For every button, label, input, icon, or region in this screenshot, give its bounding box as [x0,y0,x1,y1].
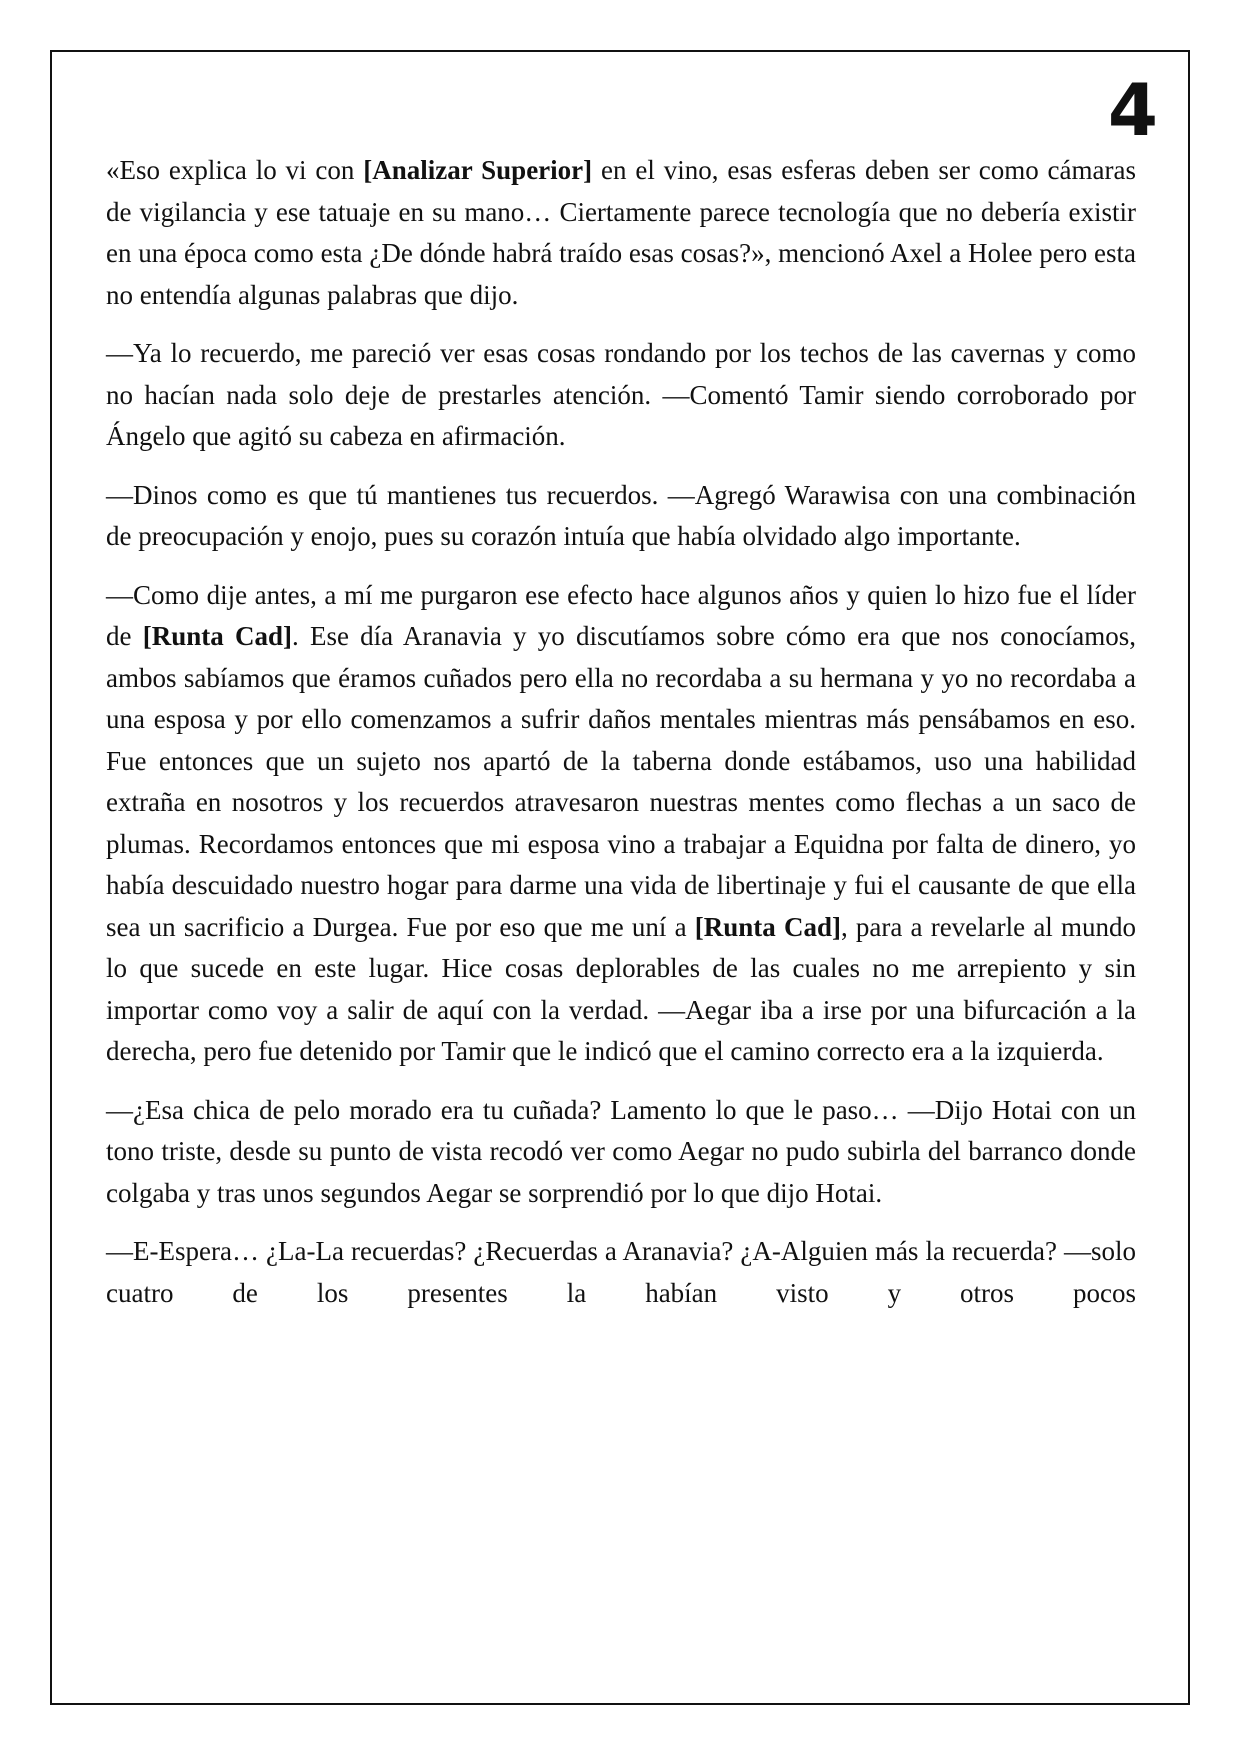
organization-term: [Runta Cad] [142,621,292,651]
paragraph-4 [106,575,1136,1073]
page-number: 4 [1107,68,1158,152]
text-run: —E-Espera… ¿La-La recuerdas? ¿Recuerdas a Aranavia? ¿A-Alguien más la recuerda? —solo cuatro de los presentes la habían visto y otros pocos [106,1236,1136,1308]
paragraph-3 [106,475,1136,558]
text-run: —Dinos como es que tú mantienes tus recuerdos. —Agregó Warawisa con una combinación de preocupación y enojo, pues su corazón intuía que había olvidado algo importante. [106,479,1136,551]
text-run: —Ya lo recuerdo, me pareció ver esas cosas rondando por los techos de las cavernas y como no hacían nada solo deje de prestarles atención. —Comentó Tamir siendo corroborado por Ángelo que agitó su cabeza en afirmación. [106,338,1136,451]
organization-term: [Runta Cad] [694,911,841,942]
text-run: —Como dije antes, a mí me purgaron ese efecto hace algunos años y quien lo hizo fue el líder de [106,579,1136,651]
paragraph-6 [106,1231,1136,1314]
text-run: —¿Esa chica de pelo morado era tu cuñada? Lamento lo que le paso… —Dijo Hotai con un tono triste, desde su punto de vista recodó ver como Aegar no pudo subirla del barranco donde colgaba y tras unos segundos Aegar se sorprendió por lo que dijo Hotai. [106,1094,1136,1208]
page-frame [50,50,1190,1705]
text-run: , para a revelarle al mundo lo que sucede en este lugar. Hice cosas deplorables de las cuales no me arrepiento y sin importar como voy a salir de aquí con la verdad. —Aegar iba a irse por una bifurcación a la derecha, pero fue detenido por Tamir que le indicó que el camino correcto era a la izquierda. [106,911,1136,1066]
skill-term: [Analizar Superior] [363,155,593,185]
paragraph-2 [106,333,1136,458]
text-body [106,150,1136,1331]
paragraph-5 [106,1090,1136,1215]
text-run: «Eso explica lo vi con [106,155,364,185]
paragraph-1 [106,150,1136,316]
text-run: en el vino, esas esferas deben ser como cámaras de vigilancia y ese tatuaje en su mano… Ciertamente parece tecnología que no debería existir en una época como esta ¿De dónde habrá traído esas cosas?», mencionó Axel a Holee pero esta no entendía algunas palabras que dijo. [106,155,1136,310]
text-run: . Ese día Aranavia y yo discutíamos sobre cómo era que nos conocíamos, ambos sabíamos que éramos cuñados pero ella no recordaba a su hermana y yo no recordaba a una esposa y por ello comenzamos a sufrir daños mentales mientras más pensábamos en eso. Fue entonces que un sujeto nos apartó de la taberna donde estábamos, uso una habilidad extraña en nosotros y los recuerdos atravesaron nuestras mentes como flechas a un saco de plumas. Recordamos entonces que mi esposa vino a trabajar a Equidna por falta de dinero, yo había descuidado nuestro hogar para darme una vida de libertinaje y fui el causante de que ella sea un sacrificio a Durgea. Fue por eso que me uní a [106,621,1136,942]
